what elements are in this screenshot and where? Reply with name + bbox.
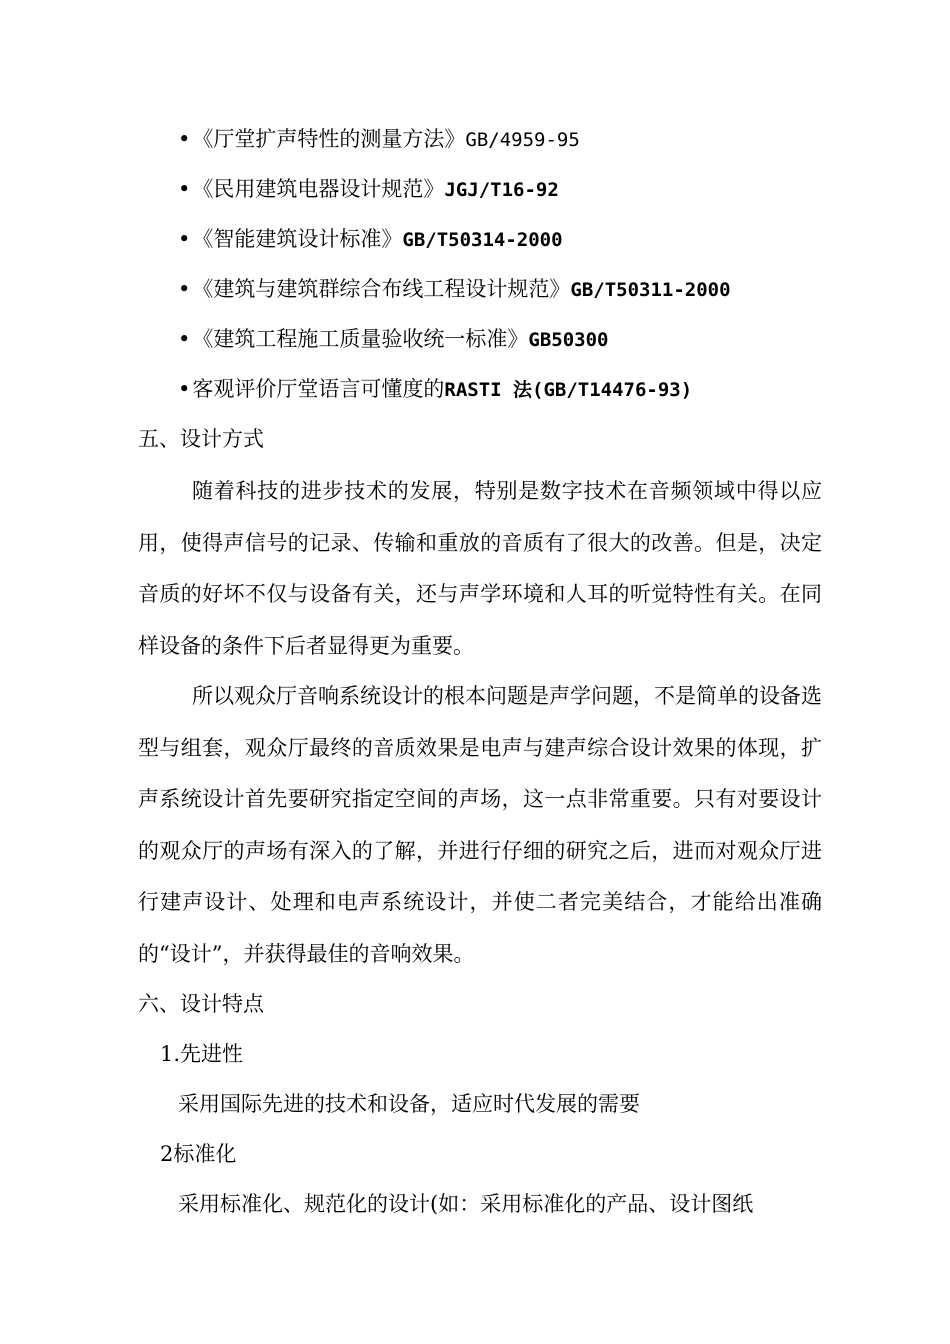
standard-item-6: [178, 374, 692, 405]
standard-title: 客观评价厅堂语言可懂度的: [192, 377, 445, 401]
standard-code: GB50300: [528, 329, 609, 351]
bullet-icon: •: [178, 327, 191, 351]
standard-title: 《建筑与建筑群综合布线工程设计规范》: [192, 277, 571, 301]
standard-code: GB/T50311-2000: [570, 279, 731, 301]
bullet-icon: •: [178, 377, 191, 401]
paragraph-1: 随着科技的进步技术的发展，特别是数字技术在音频领域中得以应用，使得声信号的记录、传输和重放的音质有了很大的改善。但是，决定音质的好坏不仅与设备有关，还与声学环境和人耳的听觉特性有关。在同样设备的条件下后者显得更为重要。: [138, 479, 822, 658]
standard-title: 《智能建筑设计标准》: [192, 227, 403, 251]
standard-code: GB/4959-95: [465, 129, 580, 151]
standard-title: 《民用建筑电器设计规范》: [192, 177, 445, 201]
paragraph-2: 所以观众厅音响系统设计的根本问题是声学问题，不是简单的设备选型与组套，观众厅最终的音质效果是电声与建声综合设计效果的体现，扩声系统设计首先要研究指定空间的声场，这一点非常重要。只有对要设计的观众厅的声场有深入的了解，并进行仔细的研究之后，进而对观众厅进行建声设计、处理和电声系统设计，并使二者完美结合，才能给出准确的“设计”，并获得最佳的音响效果。: [138, 684, 822, 966]
standard-item-1: [178, 124, 580, 155]
standard-code: GB/T50314-2000: [402, 229, 563, 251]
section-heading-design-method: 五、设计方式: [138, 427, 264, 451]
standard-item-5: [178, 324, 608, 355]
section-heading-design-features: 六、设计特点: [138, 992, 264, 1016]
feature-title-standardization: 2标准化: [160, 1142, 237, 1166]
standard-item-3: [178, 224, 563, 255]
standard-item-2: [178, 174, 559, 205]
standard-title: 《厅堂扩声特性的测量方法》: [192, 127, 466, 151]
feature-body-advanced: 采用国际先进的技术和设备，适应时代发展的需要: [178, 1092, 640, 1116]
feature-body-standardization: 采用标准化、规范化的设计(如：采用标准化的产品、设计图纸: [178, 1192, 754, 1216]
bullet-icon: •: [178, 277, 191, 301]
standard-code: RASTI 法(GB/T14476-93): [444, 379, 693, 401]
standard-title: 《建筑工程施工质量验收统一标准》: [192, 327, 529, 351]
bullet-icon: •: [178, 177, 191, 201]
standard-code: JGJ/T16-92: [444, 179, 559, 201]
bullet-icon: •: [178, 227, 191, 251]
standard-item-4: [178, 274, 731, 305]
bullet-icon: •: [178, 127, 191, 151]
feature-title-advanced: 1.先进性: [160, 1042, 244, 1066]
